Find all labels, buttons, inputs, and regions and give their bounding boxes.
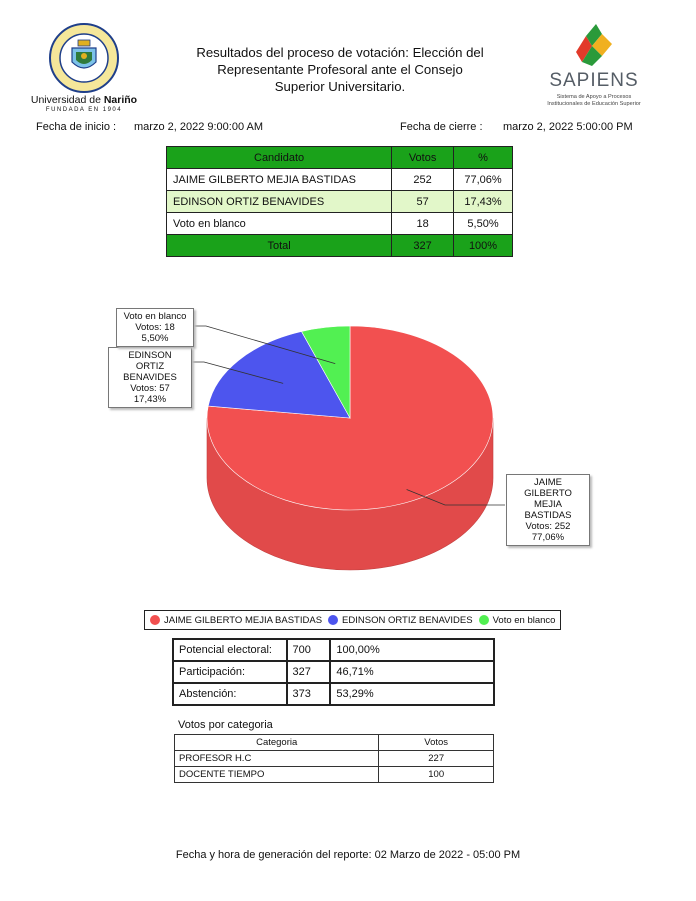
candidate-votes: 18 <box>392 213 454 235</box>
candidate-pct: 17,43% <box>454 191 513 213</box>
category-name: DOCENTE TIEMPO <box>175 767 379 783</box>
category-table <box>174 734 494 783</box>
col-header: Votos <box>379 735 494 751</box>
stat-value: 700 <box>287 639 331 661</box>
stat-value: 373 <box>287 683 331 705</box>
stat-label: Participación: <box>173 661 287 683</box>
legend-item: Voto en blanco <box>492 614 556 626</box>
university-tagline: FUNDADA EN 1904 <box>45 107 123 113</box>
total-pct: 100% <box>454 235 513 257</box>
candidate-pct: 5,50% <box>454 213 513 235</box>
university-logo <box>28 22 140 114</box>
stat-pct: 53,29% <box>330 683 494 705</box>
stat-label: Abstención: <box>173 683 287 705</box>
report-title <box>170 44 510 95</box>
sapiens-emblem-icon <box>572 22 616 66</box>
table-row <box>173 683 494 705</box>
table-row <box>173 661 494 683</box>
category-votes: 227 <box>379 751 494 767</box>
sapiens-logo <box>536 22 652 112</box>
total-votes: 327 <box>392 235 454 257</box>
legend-item: EDINSON ORTIZ BENAVIDES <box>342 614 473 626</box>
table-row <box>167 169 513 191</box>
category-votes: 100 <box>379 767 494 783</box>
callout-blank: Voto en blanco Votos: 18 5,50% <box>116 308 194 347</box>
start-date-label: Fecha de inicio : <box>36 121 117 133</box>
end-date-label: Fecha de cierre : <box>400 121 483 133</box>
chart-legend <box>144 610 561 630</box>
candidate-name: EDINSON ORTIZ BENAVIDES <box>167 191 392 213</box>
title-line: Superior Universitario. <box>274 79 406 94</box>
category-name: PROFESOR H.C <box>175 751 379 767</box>
end-date-value: marzo 2, 2022 5:00:00 PM <box>503 121 633 133</box>
report-footer: Fecha y hora de generación del reporte: 02 Marzo de 2022 - 05:00 PM <box>175 849 521 861</box>
col-header: % <box>454 147 513 169</box>
stat-label: Potencial electoral: <box>173 639 287 661</box>
candidate-name: JAIME GILBERTO MEJIA BASTIDAS <box>167 169 392 191</box>
legend-swatch <box>328 615 338 625</box>
university-name: Universidad de Nariño <box>30 94 138 106</box>
results-table <box>166 146 513 257</box>
sapiens-wordmark: SAPIENS <box>549 70 639 91</box>
stat-pct: 46,71% <box>330 661 494 683</box>
total-row <box>167 235 513 257</box>
total-label: Total <box>167 235 392 257</box>
legend-item: JAIME GILBERTO MEJIA BASTIDAS <box>164 614 323 626</box>
title-line: Resultados del proceso de votación: Elección del <box>196 45 484 60</box>
candidate-name: Voto en blanco <box>167 213 392 235</box>
col-header: Candidato <box>167 147 392 169</box>
category-header-row <box>175 735 494 751</box>
table-row <box>167 191 513 213</box>
table-row <box>175 751 494 767</box>
legend-swatch <box>150 615 160 625</box>
candidate-votes: 57 <box>392 191 454 213</box>
results-header-row <box>167 147 513 169</box>
stat-value: 327 <box>287 661 331 683</box>
candidate-votes: 252 <box>392 169 454 191</box>
participation-table <box>172 638 495 706</box>
sapiens-subtitle: Sistema de Apoyo a Procesos Institucionales de Educación Superior <box>547 94 641 107</box>
col-header: Categoria <box>175 735 379 751</box>
table-row <box>173 639 494 661</box>
category-title: Votos por categoria <box>178 719 273 731</box>
university-seal-icon <box>48 22 120 94</box>
candidate-pct: 77,06% <box>454 169 513 191</box>
table-row <box>167 213 513 235</box>
pie-chart <box>100 300 600 600</box>
stat-pct: 100,00% <box>330 639 494 661</box>
callout-jaime: JAIME GILBERTO MEJIA BASTIDAS Votos: 252 77,06% <box>506 474 590 546</box>
table-row <box>175 767 494 783</box>
title-line: Representante Profesoral ante el Consejo <box>217 62 463 77</box>
start-date-value: marzo 2, 2022 9:00:00 AM <box>134 121 264 133</box>
callout-edinson: EDINSON ORTIZ BENAVIDES Votos: 57 17,43% <box>108 347 192 408</box>
legend-swatch <box>479 615 489 625</box>
col-header: Votos <box>392 147 454 169</box>
